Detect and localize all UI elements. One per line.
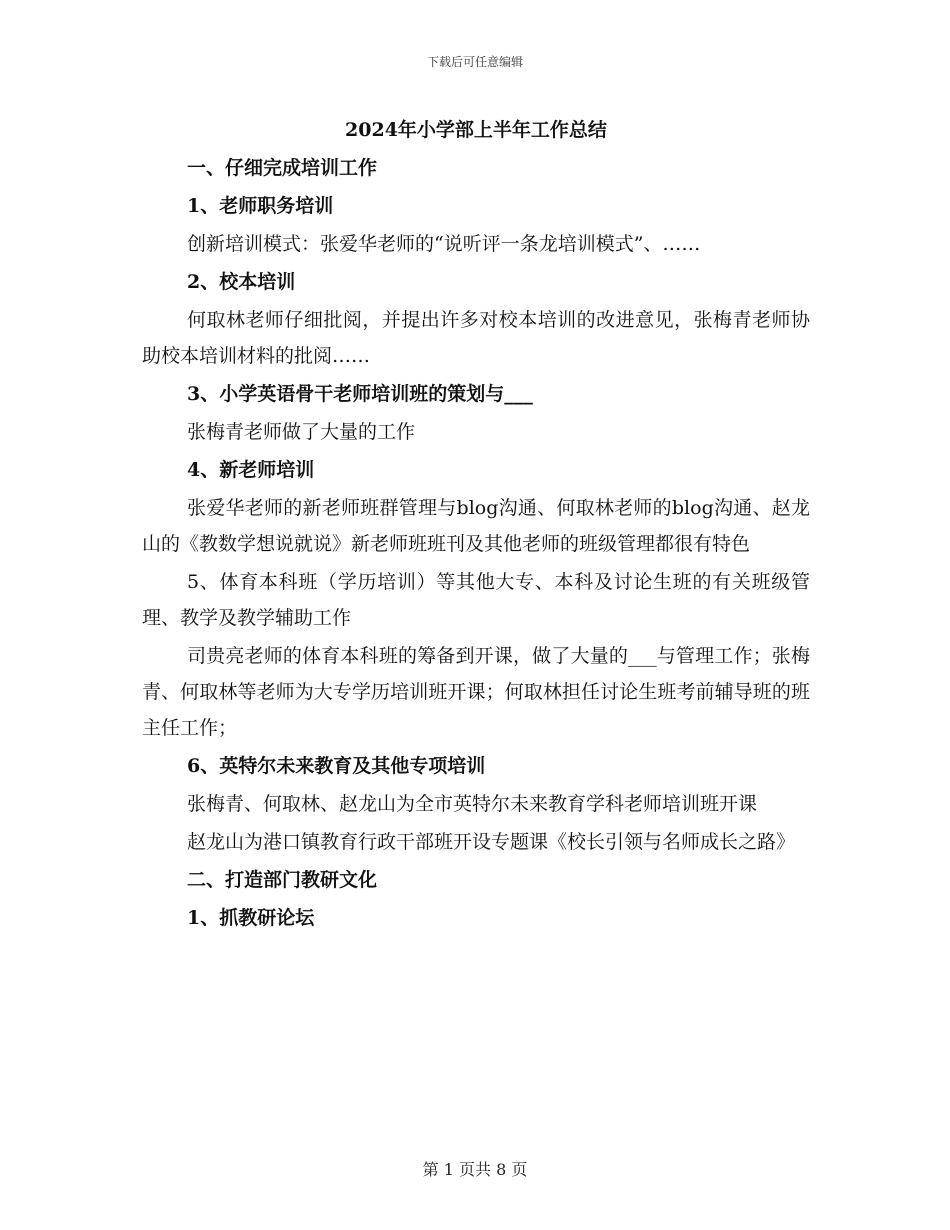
subsection-heading-intel: 6、英特尔未来教育及其他专项培训 <box>187 755 486 777</box>
subsection-heading-teacher-training: 1、老师职务培训 <box>187 195 334 217</box>
subsection-heading-school-training: 2、校本培训 <box>187 271 296 293</box>
header-note: 下载后可任意编辑 <box>426 55 523 69</box>
paragraph-training-mode: 创新培训模式：张爱华老师的“说听评一条龙培训模式”、…… <box>187 233 701 255</box>
paragraph-sports-class-detail: 司贵亮老师的体育本科班的筹备到开课，做了大量的___与管理工作；张梅青、何取林等老师为大专学历培训班开课；何取林担任讨论生班考前辅导班的班主任工作； <box>142 645 810 739</box>
subsection-heading-english-training: 3、小学英语骨干老师培训班的策划与___ <box>187 383 533 405</box>
document-title: 2024年小学部上半年工作总结 <box>345 119 607 141</box>
paragraph-english-training: 张梅青老师做了大量的工作 <box>187 421 416 443</box>
subsection-heading-forum: 1、抓教研论坛 <box>187 907 315 929</box>
paragraph-school-training: 何取林老师仔细批阅，并提出许多对校本培训的改进意见，张梅青老师协助校本培训材料的批阅…… <box>142 309 810 367</box>
page-number: 第 1 页共 8 页 <box>422 1160 528 1179</box>
section-heading-1: 一、仔细完成培训工作 <box>187 157 378 179</box>
paragraph-intel: 张梅青、何取林、赵龙山为全市英特尔未来教育学科老师培训班开课 <box>187 793 758 815</box>
paragraph-sports-class: 5、体育本科班（学历培训）等其他大专、本科及讨论生班的有关班级管理、教学及教学辅助工作 <box>142 571 810 629</box>
document-body <box>142 112 810 938</box>
subsection-heading-new-teacher: 4、新老师培训 <box>187 459 315 481</box>
paragraph-new-teacher: 张爱华老师的新老师班群管理与blog沟通、何取林老师的blog沟通、赵龙山的《教数学想说就说》新老师班班刊及其他老师的班级管理都很有特色 <box>142 497 810 555</box>
section-heading-2: 二、打造部门教研文化 <box>187 869 378 891</box>
paragraph-port-town: 赵龙山为港口镇教育行政干部班开设专题课《校长引领与名师成长之路》 <box>187 831 796 853</box>
